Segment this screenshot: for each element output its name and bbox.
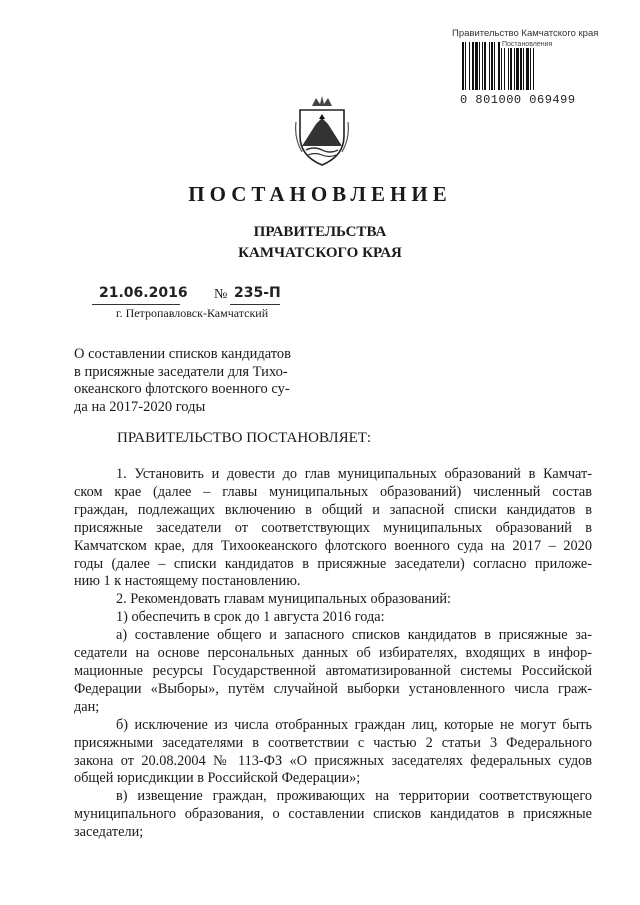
subject-line: в присяжные заседатели для Тихо-	[74, 363, 288, 380]
number-underline	[230, 304, 280, 305]
stamp-title: Правительство Камчатского края	[452, 28, 599, 39]
body-line: 2. Рекомендовать главам муниципальных образований:	[116, 591, 452, 608]
body-line: седатели на основе персональных данных об избирателях, входящих в инфор-	[74, 645, 592, 662]
body-line: ском крае (далее – главы муниципальных образований) численный состав	[74, 483, 592, 500]
document-number: 235-П	[234, 285, 281, 301]
stamp-subtitle: Постановления	[502, 41, 553, 48]
body-line: заседатели;	[74, 824, 144, 841]
document-date: 21.06.2016	[99, 285, 188, 301]
barcode	[462, 42, 580, 90]
body-line: Федерации «Выборы», путём случайной выборки установленного числа граж-	[74, 680, 592, 697]
subject-line: океанского флотского военного су-	[74, 381, 290, 397]
body-line: закона от 20.08.2004 № 113-ФЗ «О присяжных заседателях федеральных судов	[74, 752, 592, 769]
issuing-authority	[0, 222, 640, 264]
body-line: в) извещение граждан, проживающих на территории соответствующего	[116, 788, 592, 805]
body-line: а) составление общего и запасного списков кандидатов в присяжные за-	[116, 627, 592, 644]
document-city: г. Петропавловск-Камчатский	[116, 306, 269, 320]
body-line: мационные ресурсы Государственной автоматизированной системы Российской	[74, 662, 592, 679]
body-line: муниципального образования, о составлении списков кандидатов в присяжные	[74, 806, 592, 823]
body-line: нию 1 к настоящему постановлению.	[74, 573, 301, 590]
decree-heading: ПРАВИТЕЛЬСТВО ПОСТАНОВЛЯЕТ:	[117, 430, 372, 446]
body-line: присяжные заседатели от соответствующих муниципальных образований в	[74, 519, 592, 536]
authority-line-1: ПРАВИТЕЛЬСТВА	[253, 224, 387, 240]
body-line: годы (далее – списки кандидатов в присяжные заседатели) согласно приложе-	[74, 555, 592, 572]
coat-of-arms-icon	[292, 92, 352, 168]
document-subject	[74, 346, 306, 416]
barcode-number: 0 801000 069499	[460, 93, 576, 107]
body-line: 1) обеспечить в срок до 1 августа 2016 года:	[116, 609, 385, 626]
body-line: Камчатском крае, для Тихоокеанского флотского военного суда на 2017 – 2020	[74, 537, 592, 554]
document-type: ПОСТАНОВЛЕНИЕ	[188, 182, 452, 206]
subject-line: О составлении списков кандидатов	[74, 346, 292, 362]
body-line: 1. Установить и довести до глав муниципальных образований в Камчат-	[116, 466, 592, 482]
body-line: присяжными заседателями в соответствии с частью 2 статьи 3 Федерального	[74, 734, 592, 751]
document-body	[74, 466, 592, 842]
barcode-stripe	[534, 42, 536, 90]
body-line: общей юрисдикции в Российской Федерации»;	[74, 770, 361, 787]
authority-line-2: КАМЧАТСКОГО КРАЯ	[238, 245, 402, 261]
body-line: дан;	[74, 698, 100, 715]
body-line: граждан, подлежащих включению в общий и запасной списки кандидатов в	[74, 501, 592, 518]
subject-line: да на 2017-2020 годы	[74, 398, 206, 415]
date-underline	[92, 304, 180, 305]
body-line: б) исключение из числа отобранных граждан лиц, которые не могут быть	[116, 716, 592, 733]
number-label: №	[214, 287, 228, 302]
